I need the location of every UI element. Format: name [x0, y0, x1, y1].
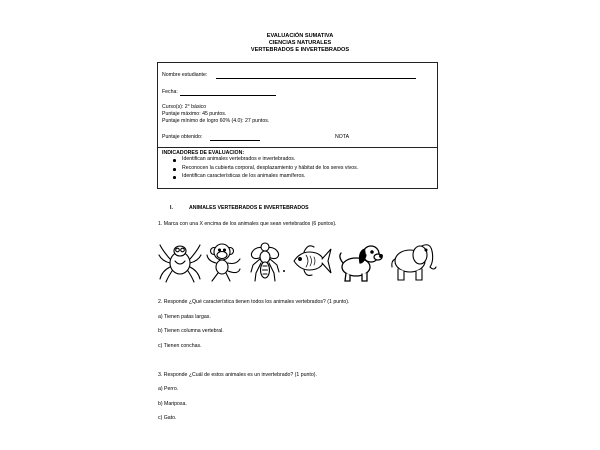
- score-obtained-line[interactable]: [210, 140, 260, 141]
- elephant-icon[interactable]: [390, 237, 438, 283]
- animals-row: [158, 237, 440, 285]
- q2-option-a[interactable]: a) Tienen patas largas.: [158, 314, 211, 320]
- indicator-item: Reconocen la cubierta corporal, desplazamiento y hábitat de los seres vivos.: [182, 165, 359, 171]
- indicator-item: Identifican animales vertebrados e invertebrados.: [182, 156, 296, 162]
- grade-label: NOTA: [335, 134, 350, 140]
- student-name-label: Nombre estudiante:: [162, 72, 208, 78]
- indicator-item: Identifican características de los animales mamíferos.: [182, 173, 306, 179]
- fly-icon[interactable]: [248, 239, 282, 285]
- question-1: 1. Marca con una X encima de los animales que sean vertebrados (6 puntos).: [158, 221, 337, 227]
- q3-option-b[interactable]: b) Mariposa.: [158, 401, 187, 407]
- date-label: Fecha:: [162, 89, 178, 95]
- section-title: ANIMALES VERTEBRADOS E INVERTEBRADOS: [189, 205, 309, 211]
- max-score-text: Puntaje máximo: 45 puntos.: [162, 111, 227, 117]
- bullet-icon: [173, 168, 176, 171]
- dot-mark: [282, 269, 286, 273]
- q2-option-c[interactable]: c) Tienen conchas.: [158, 343, 202, 349]
- dog-icon[interactable]: [338, 241, 384, 283]
- score-obtained-label: Puntaje obtenido:: [162, 134, 203, 140]
- fish-icon[interactable]: [288, 241, 332, 281]
- indicators-title: INDICADORES DE EVALUACION:: [162, 150, 245, 156]
- bullet-icon: [173, 159, 176, 162]
- header-title: EVALUACIÓN SUMATIVA: [266, 33, 334, 39]
- q2-option-b[interactable]: b) Tienen columna vertebral.: [158, 328, 224, 334]
- monkey-icon[interactable]: [204, 241, 244, 283]
- course-text: Curso(s): 2° básico: [162, 104, 207, 110]
- header-subject: CIENCIAS NATURALES: [268, 40, 332, 46]
- question-3: 3. Responde ¿Cuál de estos animales es un invertebrado? (1 punto).: [158, 372, 317, 378]
- header-topic: VERTEBRADOS E INVERTEBRADOS: [250, 47, 350, 53]
- q3-option-a[interactable]: a) Perro.: [158, 386, 179, 392]
- question-2: 2. Responde ¿Qué característica tienen todos los animales vertebrados? (1 punto).: [158, 299, 350, 305]
- spider-icon[interactable]: [158, 241, 202, 283]
- q3-option-c[interactable]: c) Gato.: [158, 415, 177, 421]
- min-score-text: Puntaje mínimo de logro 60% (4.0): 27 puntos.: [162, 118, 270, 124]
- student-name-line[interactable]: [216, 78, 416, 79]
- section-numeral: I.: [170, 205, 173, 211]
- date-line[interactable]: [180, 95, 276, 96]
- bullet-icon: [173, 176, 176, 179]
